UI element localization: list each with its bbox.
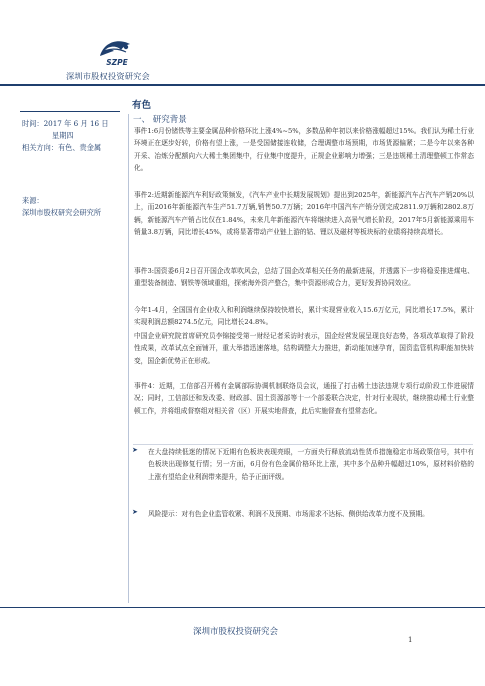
sidebar-related: 相关方向：有色、贵金属 (22, 143, 102, 152)
event-paragraph-4: 今年1-4月，全国国有企业收入和利润继续保持较快增长，累计实现营业收入15.6万亿元，同比增长17.5%，累计实现利润总额8274.5亿元，同比增长24.8%。 (134, 306, 474, 327)
risk-paragraph: 风险提示：对有色企业监管收紧、利润不及预期、市场需求不达标、侧供给改革力度不及预期。 (148, 510, 429, 518)
logo-text: SZPE (106, 58, 128, 66)
event-paragraph-5: 中国企业研究院首席研究员李锦接受第一财经记者采访时表示，国企经营发展呈现良好态势，各项改革取得了阶段性成果，改革试点全面铺开，重大举措迅速落地，结构调整大力推进，新动能加速孕育，国资监管机构职能加快转变，国企新优势正在形成。 (134, 332, 474, 365)
header-divider (0, 84, 485, 86)
header-org-name: 深圳市股权投资研究会 (66, 71, 150, 81)
szpe-logo-graphic (96, 36, 138, 66)
arrowhead-bullet-icon: ➤ (132, 508, 138, 516)
arrowhead-bullet-icon: ➤ (132, 446, 138, 454)
document-title: 有色 (132, 100, 152, 111)
szpe-logo-icon (96, 36, 138, 66)
content-divider (133, 444, 473, 445)
footer-org-name: 深圳市股权投资研究会 (193, 627, 279, 637)
sidebar-weekday: 星期四 (52, 131, 74, 140)
event-paragraph-3: 事件3:国资委6月2日召开国企改革吹风会，总结了国企改革相关任务的最新进展，并透露下一步将稳妥推进煤电、重型装备制造、钢铁等领域重组，探索海外资产整合，集中资源形成合力，更好发挥协同效应。 (134, 267, 474, 288)
column-divider (128, 114, 129, 603)
conclusion-paragraph: 在大盘持续低迷的情况下近期有色板块表现亮眼，一方面央行释放流动性货币措施稳定市场政策信号，其中有色板块出现修复行情；另一方面，6月份有色金属价格环比上涨，其中多个品种升幅超过10%，原材料价格的上涨有望给企业利润带来提升，给予正面评级。 (148, 448, 474, 481)
event-paragraph-2: 事件2:近期新能源汽车利好政策频发，《汽车产业中长期发展规划》提出到2025年，新能源汽车占汽车产销20%以上，而2016年新能源汽车生产51.7万辆,销售50.7万辆；2016年中国汽车产销分别完成2811.9万辆和2802.8万辆，新能源汽车产销占比仅在1.84%，未来几年新能源汽车将继续进入高景气增长阶段，2017年5月新能源乘用车销量3.8万辆，同比增长45%，或将显著带动产业链上游的钴、锂以及磁材等板块标的业绩将持续高增长。 (134, 191, 474, 236)
section-heading: 一、 研究背景 (133, 115, 187, 125)
sidebar-source-label: 来源： (22, 196, 44, 205)
footer-divider (0, 607, 485, 608)
title-underline (20, 111, 120, 112)
page-number: 1 (408, 636, 413, 644)
event-paragraph-1: 事件1:6月份锗铁等主要金属品种价格环比上涨4%~5%，多数品种年初以来价格涨幅超过15%。我们认为稀土行业环境正在逐步好转，价格有望上涨，一是受国储接连收储，合理调整市场预期，市场货源偏紧；二是今年以来各种开采、冶炼分配额向六大稀土集团集中，行业集中度提升，正规企业影响力增强；三是违规稀土清理整顿工作常态化。 (134, 127, 475, 172)
event-paragraph-6: 事件4：近期，工信部召开稀有金属部际协调机制联络员会议，通报了打击稀土违法违规专项行动阶段工作进展情况；同时，工信部还和发改委、财政部、国土资源部等十一个部委联合决定，针对行业现状，继续推动稀土行业整顿工作，并将组成督察组对相关省（区）开展实地督查，此后实施督查有望常态化。 (134, 382, 474, 415)
sidebar-time: 时间：2017 年 6 月 16 日 (22, 119, 109, 128)
sidebar-source-value: 深圳市股权研究会研究所 (22, 208, 102, 217)
